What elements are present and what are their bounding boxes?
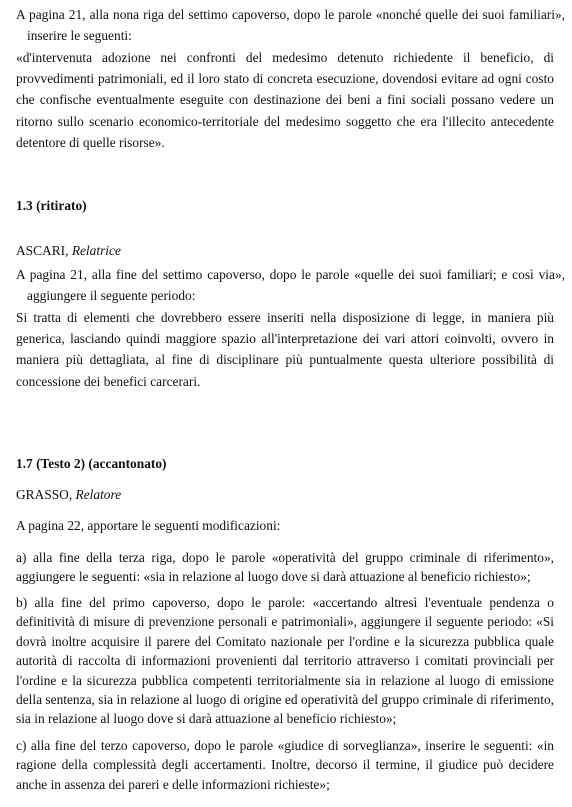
amendment-instruction: A pagina 21, alla nona riga del settimo capoverso, dopo le parole «nonché quelle dei suoi familiari», inserire le seguenti:	[16, 7, 565, 44]
speaker-name: GRASSO,	[16, 487, 76, 502]
paragraph-quoted-insertion	[16, 47, 554, 153]
quoted-text: «d'intervenuta adozione nei confronti del medesimo detenuto richiedente il beneficio, di provvedimenti patrimoniali, ed il loro stato di concreta esecuzione, dovendosi evitare ad ogni costo che confische eventualmente eseguite con destinazione dei beni a fini sociali possano vedere un ritorno sullo scenario economico-territoriale del medesimo soggetto che era l'illecito antecedente detentore di quelle risorse».	[16, 50, 554, 150]
paragraph-s13-intro	[16, 264, 565, 306]
paragraph-s13-text	[16, 307, 554, 392]
paragraph-s17-c	[16, 736, 554, 794]
paragraph-s17-a	[16, 548, 554, 587]
modification-a: a) alla fine della terza riga, dopo le parole «operatività del gruppo criminale di riferimento», aggiungere le seguenti: «sia in relazione al luogo dove si darà attuazione al beneficio richiesto»;	[16, 550, 554, 585]
speaker-role: Relatore	[75, 487, 122, 502]
amendment-instruction: A pagina 21, alla fine del settimo capoverso, dopo le parole «quelle dei suoi familiari; e così via», aggiungere il seguente periodo:	[16, 267, 565, 304]
speaker-name: ASCARI,	[16, 243, 72, 258]
speaker-grasso	[16, 487, 121, 503]
added-period-text: Si tratta di elementi che dovrebbero essere inseriti nella disposizione di legge, in maniera più generica, lasciando quindi maggiore spazio all'interpretazione dei vari attori coinvolti, ovvero in maniera più dettagliata, al fine di disciplinare più puntualmente questa ulteriore possibilità di concessione dei benefici carcerari.	[16, 310, 554, 389]
paragraph-s17-b	[16, 593, 554, 729]
section-heading-1-7: 1.7 (Testo 2) (accantonato)	[16, 456, 167, 471]
paragraph-s17-intro: A pagina 22, apportare le seguenti modificazioni:	[16, 518, 281, 533]
paragraph-intro-21-nona-riga	[16, 4, 565, 46]
modification-c: c) alla fine del terzo capoverso, dopo le parole «giudice di sorveglianza», inserire le seguenti: «in ragione della complessità degli accertamenti. Inoltre, decorso il termine, il giudice può decidere anche in assenza dei pareri e delle informazioni richieste»;	[16, 738, 554, 792]
speaker-ascari	[16, 243, 121, 259]
section-heading-1-3: 1.3 (ritirato)	[16, 198, 87, 213]
modification-b: b) alla fine del primo capoverso, dopo le parole: «accertando altresì l'eventuale pendenza o definitività di misure di prevenzione personali e patrimoniali», aggiungere il seguente periodo: «Si dovrà inoltre acquisire il parere del Comitato nazionale per l'ordine e la sicurezza pubblica quale autorità di raccolta di informazioni provenienti dal territorio attraverso i comitati provinciali per l'ordine e la sicurezza pubblica competenti territorialmente sia in relazione al luogo di emissione della sentenza, sia in relazione al luogo di origine ed operatività del gruppo criminale di riferimento, sia in relazione al luogo dove si darà attuazione al beneficio richiesto»;	[16, 595, 554, 727]
speaker-role: Relatrice	[71, 243, 121, 258]
